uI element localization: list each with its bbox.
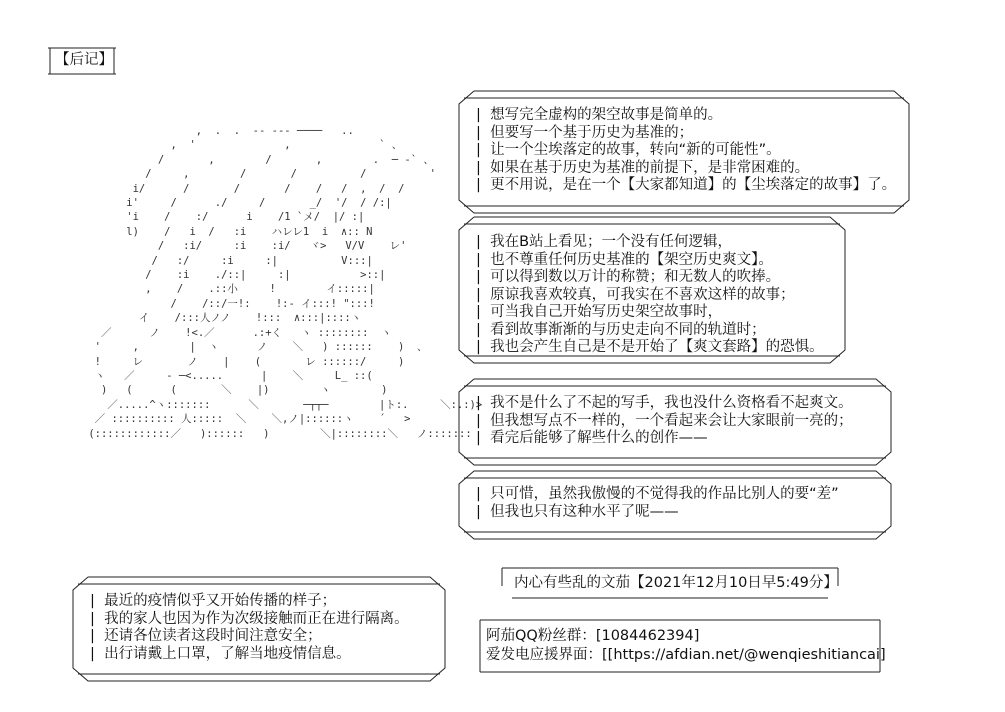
notice-line: | 我的家人也因为作为次级接触而正在进行隔离。	[90, 610, 409, 627]
header-label-box	[48, 46, 116, 76]
note-line: | 我在B站上看见；一个没有任何逻辑，	[476, 234, 733, 250]
notice-box-left	[72, 576, 446, 682]
note-line: | 原谅我喜欢较真，可我实在不喜欢这样的故事；	[476, 286, 795, 303]
note-box-third	[458, 378, 892, 466]
note-box-top-lines	[476, 107, 896, 195]
notice-line: | 出行请戴上口罩，了解当地疫情信息。	[90, 645, 351, 662]
note-line: | 但我也只有这种水平了呢——	[476, 503, 679, 520]
note-line: | 让一个尘埃落定的故事，转向“新的可能性”。	[476, 142, 781, 158]
note-line: | 想写完全虚构的架空故事是简单的。	[476, 107, 723, 123]
header-label: 【后记】	[55, 52, 113, 68]
note-line: | 我也会产生自己是不是开始了【爽文套路】的恐惧。	[476, 339, 824, 355]
note-box-third-lines	[476, 395, 853, 448]
note-box-middle	[458, 216, 846, 364]
notice-box-left-lines	[90, 593, 409, 663]
note-line: | 更不用说，是在一个【大家都知道】的【尘埃落定的故事】了。	[476, 177, 897, 193]
note-line: | 我不是什么了不起的写手，我也没什么资格看不起爽文。	[476, 395, 853, 411]
note-line: | 如果在基于历史为基准的前提下，是非常困难的。	[476, 159, 810, 176]
note-line: | 可当我自己开始写历史架空故事时，	[476, 304, 723, 320]
contact-box-frame	[478, 618, 882, 674]
note-line: | 也不尊重任何历史基准的【架空历史爽文】。	[476, 251, 773, 268]
notice-line: | 最近的疫情似乎又开始传播的样子；	[90, 593, 337, 609]
note-line: | 看到故事渐渐的与历史走向不同的轨道时；	[476, 321, 766, 338]
ascii-art-figure: , . . -- --- ──── .. , ' , ` 、 / , / , . ─ ‐` 、 / , / / / ' i/ / / / / / , / / i' / ./ / _/ '/ / /:| 'i / :/ i /1 `メ/ |/ :| l) / i / :i ハレレ1 i ∧:: N / :i/ :i :i/ ヾ> V/V レ' / :/ :i :| V:::| / :i ./::| :| >::| , / .::小 ! イ:::::| / /::/一!: !:- イ:::! ":::! イ /:::人ノノ !::: ∧:::|::::ヽ ／ ノ !<.／ .:+く ヽ :::::::: ヽ ' , | ヽ ノ ＼ ) :::::: ) 、 ! レ ノ | ( レ ::::::/ ) ヽ ／ - ─<..... | ＼ L_ ::( ) ( ( ＼ |) ヽ ) ／.....^ヽ::::::: ＼ ─┬┬─ |ト:. ＼:.:)> ／ :::::::::: 人::::: ＼ ＼,ノ|::::::ヽ ´ > (::::::::::::／ ):::::: ) ＼|::::::::＼ ノ:::::::	[88, 125, 483, 440]
timestamp-box	[500, 566, 840, 602]
timestamp-label: 内心有些乱的文茄【2021年12月10日早5:49分】	[514, 575, 838, 591]
note-line: | 可以得到数以万计的称赞；和无数人的吹捧。	[476, 269, 781, 285]
note-box-fourth	[458, 470, 892, 540]
note-line: | 但我想写点不一样的，一个看起来会让大家眼前一亮的；	[476, 412, 853, 429]
note-box-top	[458, 90, 910, 214]
notice-line: | 还请各位读者这段时间注意安全；	[90, 628, 322, 644]
note-line: | 看完后能够了解些什么的创作——	[476, 430, 708, 446]
contact-box	[478, 618, 886, 674]
note-box-middle-lines	[476, 234, 824, 357]
note-box-fourth-lines	[476, 486, 839, 521]
note-line: | 只可惜，虽然我傲慢的不觉得我的作品比别人的要“差”	[476, 486, 839, 502]
afdian-link-text[interactable]: 爱发电应援界面：[[https://afdian.net/@wenqieshitiancai]	[486, 647, 886, 663]
note-line: | 但要写一个基于历史为基准的；	[476, 124, 694, 141]
qq-group-text: 阿茄QQ粉丝群：[1084462394]	[486, 628, 700, 644]
